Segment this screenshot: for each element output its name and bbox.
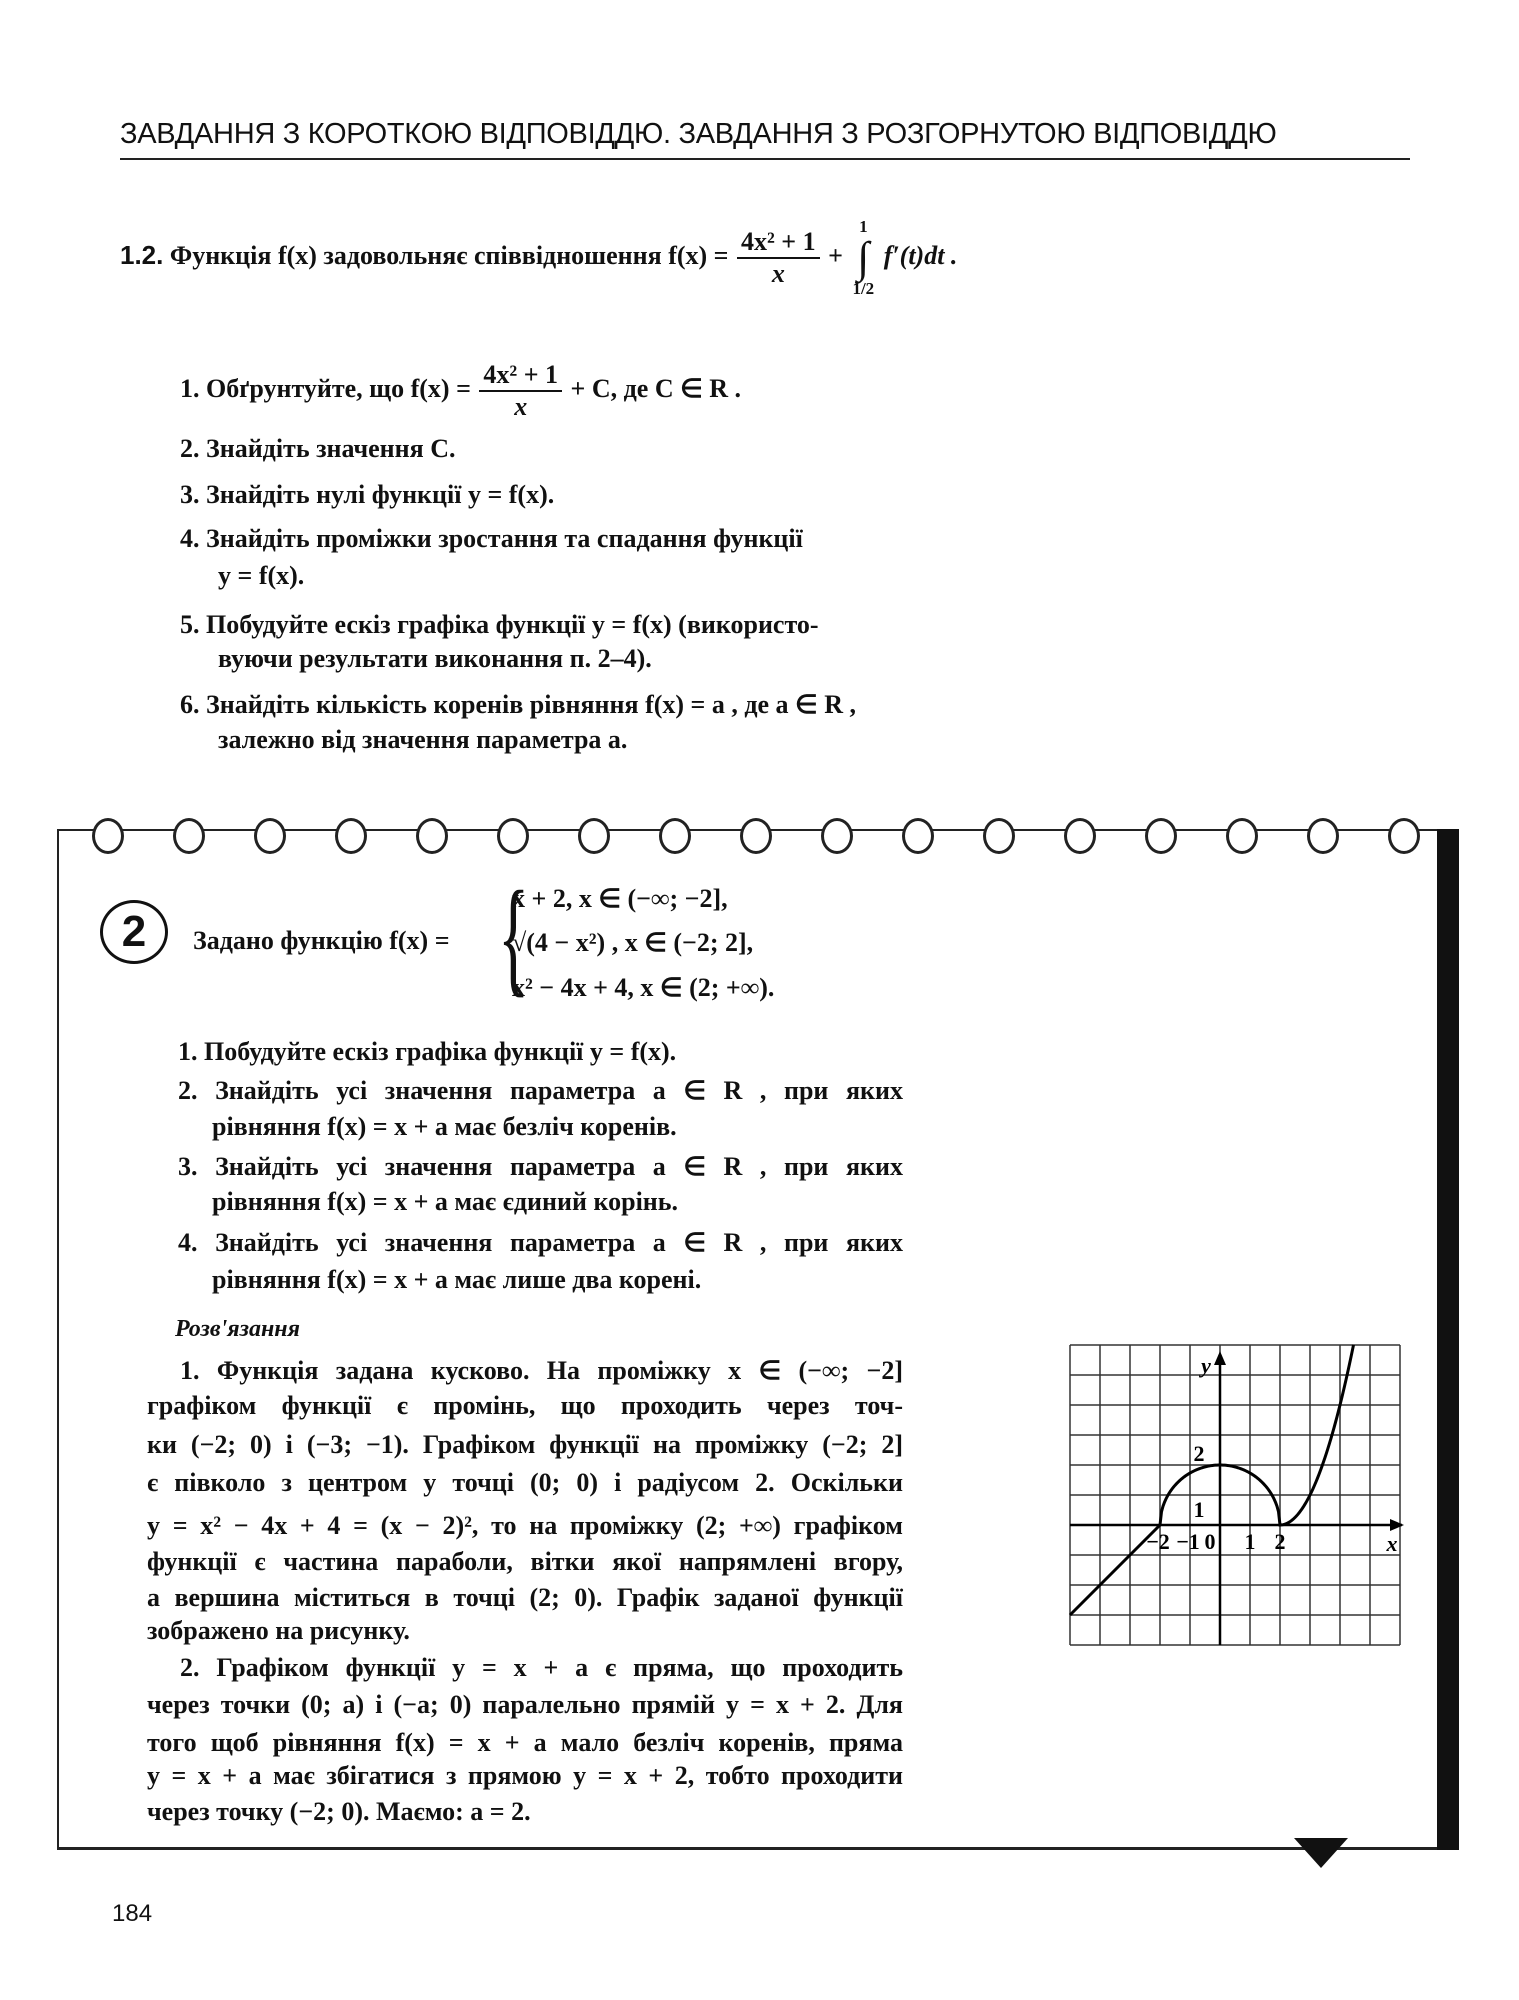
solution-line: через точки (0; a) і (−a; 0) паралельно прямій y = x + 2. Для (147, 1690, 903, 1719)
task-1-2-item-4: 4. Знайдіть проміжки зростання та спадання функції (180, 524, 803, 553)
denominator: x (514, 392, 528, 421)
solution-line: того щоб рівняння f(x) = x + a мало безліч коренів, пряма (147, 1728, 903, 1757)
y-axis-arrow-icon (1214, 1351, 1226, 1365)
ring-icon (740, 818, 772, 854)
y-axis-label: y (1201, 1353, 1211, 1378)
task-1-2-item-6: 6. Знайдіть кількість коренів рівняння f(x) = a , де a ∈ R , (180, 690, 856, 719)
task-text: Функція f(x) задовольняє співвідношення f(x) = (169, 240, 729, 270)
ring-icon (335, 818, 367, 854)
ring-icon (254, 818, 286, 854)
case-3: x² − 4x + 4, x ∈ (2; +∞). (512, 973, 775, 1002)
section-header: ЗАВДАННЯ З КОРОТКОЮ ВІДПОВІДДЮ. ЗАВДАННЯ З РОЗГОРНУТОЮ ВІДПОВІДДЮ (120, 118, 1277, 150)
numerator: 4x² + 1 (479, 360, 562, 392)
y-tick-label: 1 (1193, 1497, 1205, 1522)
ring-icon (1388, 818, 1420, 854)
solution-line: ки (−2; 0) і (−3; −1). Графіком функції на проміжку (−2; 2] (147, 1430, 903, 1459)
ring-icon (173, 818, 205, 854)
solution-line: 1. Функція задана кусково. На проміжку x ∈ (−∞; −2] (180, 1356, 903, 1385)
solution-line: 2. Графіком функції y = x + a є пряма, що проходить (180, 1653, 903, 1682)
integrand: f′(t)dt . (883, 240, 958, 270)
task-1-2-item-6-cont: залежно від значення параметра a. (218, 725, 628, 754)
function-graph (1060, 1335, 1420, 1660)
ring-icon (1226, 818, 1258, 854)
integral: 1 ∫ 1/2 (852, 217, 875, 298)
task-2-item-1: 1. Побудуйте ескіз графіка функції y = f(x). (178, 1037, 677, 1066)
y-tick-label: 2 (1193, 1441, 1205, 1466)
denominator: x (771, 259, 785, 288)
solution-line: графіком функції є промінь, що проходить через точ- (147, 1391, 903, 1420)
solution-line: а вершина міститься в точці (2; 0). Графік заданої функції (147, 1583, 903, 1612)
task-1-2-item-5-cont: вуючи результати виконання п. 2–4). (218, 644, 652, 673)
task-1-2-item-5: 5. Побудуйте ескіз графіка функції y = f(x) (використо- (180, 610, 819, 639)
ring-icon (1145, 818, 1177, 854)
x-axis-arrow-icon (1390, 1519, 1404, 1531)
solution-line: функції є частина параболи, вітки якої напрямлені вгору, (147, 1547, 903, 1576)
notebook-shadow-strip (1437, 829, 1459, 1850)
x-tick-label: 1 (1244, 1529, 1256, 1554)
function-curve (1070, 1345, 1354, 1615)
ring-icon (983, 818, 1015, 854)
ring-icon (902, 818, 934, 854)
task-2-intro: Задано функцію f(x) = (193, 926, 450, 955)
ring-icon (1064, 818, 1096, 854)
x-tick-label: −2 (1146, 1529, 1170, 1554)
continue-triangle-icon (1294, 1838, 1348, 1868)
plus-sign: + (828, 240, 843, 270)
header-rule (120, 158, 1410, 160)
task-number: 1.2. (120, 239, 164, 270)
integral-upper: 1 (859, 217, 868, 236)
solution-title: Розв'язання (175, 1316, 300, 1342)
solution-line: є півколо з центром у точці (0; 0) і радіусом 2. Оскільки (147, 1468, 903, 1497)
task-2-item-2: 2. Знайдіть усі значення параметра a ∈ R , при яких (178, 1076, 903, 1105)
numerator: 4x² + 1 (737, 227, 820, 259)
fraction (479, 360, 562, 422)
task-1-2-item-1 (180, 360, 741, 422)
task-2-item-3: 3. Знайдіть усі значення параметра a ∈ R , при яких (178, 1152, 903, 1181)
ring-icon (92, 818, 124, 854)
ring-icon (1307, 818, 1339, 854)
task-2-item-4-cont: рівняння f(x) = x + a має лише два корені. (212, 1265, 702, 1294)
task-1-2-item-4-cont: y = f(x). (218, 561, 305, 590)
case-1: x + 2, x ∈ (−∞; −2], (512, 884, 728, 913)
page-number: 184 (112, 1900, 153, 1927)
task-1-2-item-3: 3. Знайдіть нулі функції y = f(x). (180, 480, 555, 509)
solution-line: зображено на рисунку. (147, 1616, 410, 1645)
task-1-2-item-2: 2. Знайдіть значення C. (180, 434, 456, 463)
x-tick-label: 0 (1204, 1529, 1216, 1554)
task-1-2-statement (120, 218, 957, 298)
solution-line: y = x² − 4x + 4 = (x − 2)², то на проміжку (2; +∞) графіком (147, 1511, 903, 1540)
task-2-item-2-cont: рівняння f(x) = x + a має безліч коренів. (212, 1112, 677, 1141)
case-2: √(4 − x²) , x ∈ (−2; 2], (512, 928, 754, 957)
item-text: + C, де C ∈ R . (570, 373, 742, 403)
item-text: 1. Обґрунтуйте, що f(x) = (180, 373, 471, 403)
x-tick-label: −1 (1176, 1529, 1200, 1554)
fraction (737, 227, 820, 289)
x-axis-label: x (1386, 1531, 1398, 1556)
ring-icon (497, 818, 529, 854)
task-2-number-badge: 2 (100, 900, 168, 964)
task-2-item-4: 4. Знайдіть усі значення параметра a ∈ R , при яких (178, 1228, 903, 1257)
ring-icon (416, 818, 448, 854)
solution-line: y = x + a має збігатися з прямою y = x + 2, тобто проходити (147, 1761, 903, 1790)
system-brace: { (498, 865, 530, 1009)
ring-icon (659, 818, 691, 854)
solution-line: через точку (−2; 0). Маємо: a = 2. (147, 1797, 531, 1826)
integral-lower: 1/2 (852, 279, 875, 298)
x-tick-label: 2 (1274, 1529, 1286, 1554)
task-2-item-3-cont: рівняння f(x) = x + a має єдиний корінь. (212, 1187, 679, 1216)
ring-icon (578, 818, 610, 854)
ring-icon (821, 818, 853, 854)
